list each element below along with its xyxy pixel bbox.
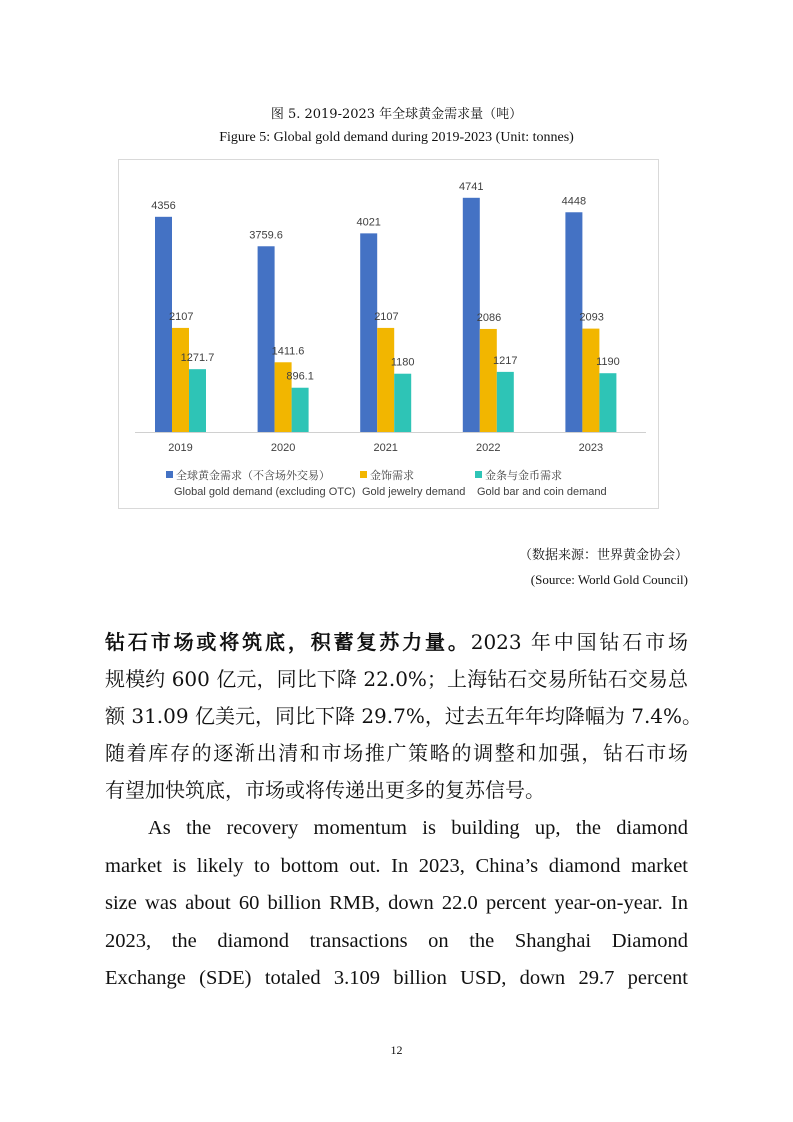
paragraph-en-line-4: 2023, the diamond transactions on the Shanghai Diamond <box>105 929 688 952</box>
paragraph-cn-lead: 钻石市场或将筑底，积蓄复苏力量。 <box>105 630 471 654</box>
data-label-2020-series-1: 3759.6 <box>249 229 283 242</box>
data-label-2020-series-2: 1411.6 <box>271 345 305 358</box>
chart-canvas <box>119 160 660 510</box>
legend-label-en-series-2: Gold jewelry demand <box>362 486 466 498</box>
bar-2021-series-1 <box>360 233 377 432</box>
paragraph-cn-line-4: 随着库存的逐渐出清和市场推广策略的调整和加强，钻石市场 <box>105 741 688 765</box>
legend-label-en-series-3: Gold bar and coin demand <box>477 486 607 498</box>
data-label-2023-series-3: 1190 <box>596 356 620 369</box>
data-label-2019-series-1: 4356 <box>151 199 176 212</box>
legend-swatch-series-3 <box>475 471 482 478</box>
bar-2022-series-2 <box>480 329 497 432</box>
bar-2023-series-2 <box>582 329 599 432</box>
bar-2021-series-3 <box>394 374 411 432</box>
source-note-chinese: （数据来源：世界黄金协会） <box>518 548 688 563</box>
figure-title-chinese: 图 5. 2019-2023 年全球黄金需求量（吨） <box>270 107 523 122</box>
x-tick-label-2022: 2022 <box>476 442 501 454</box>
source-note-english: (Source: World Gold Council) <box>530 572 688 587</box>
paragraph-en-line-5: Exchange (SDE) totaled 3.109 billion USD, down 29.7 percent <box>105 967 688 989</box>
data-label-2021-series-2: 2107 <box>374 310 399 323</box>
data-label-2019-series-2: 2107 <box>169 310 194 323</box>
bar-2019-series-2 <box>172 328 189 432</box>
bar-2020-series-3 <box>292 388 309 432</box>
legend-swatch-series-2 <box>360 471 367 478</box>
paragraph-cn-line-5: 有望加快筑底，市场或将传递出更多的复苏信号。 <box>105 778 545 802</box>
data-label-2019-series-3: 1271.7 <box>180 352 215 365</box>
x-tick-label-2023: 2023 <box>578 442 604 454</box>
paragraph-cn-line-1-rest: 2023 年中国钻石市场 <box>470 630 688 654</box>
bar-2022-series-3 <box>497 372 514 432</box>
bar-2021-series-2 <box>377 328 394 432</box>
paragraph-english <box>105 810 688 998</box>
bar-2020-series-1 <box>258 246 275 432</box>
legend-swatch-series-1 <box>166 471 173 478</box>
data-label-2020-series-3: 896.1 <box>286 370 314 383</box>
legend-label-cn-series-2: 金饰需求 <box>370 470 414 482</box>
data-label-2022-series-2: 2086 <box>476 311 502 324</box>
paragraph-cn-line-3: 额 31.09 亿美元，同比下降 29.7%，过去五年年均降幅为 7.4%。 <box>105 704 703 728</box>
data-label-2023-series-2: 2093 <box>579 311 604 324</box>
bar-2019-series-1 <box>155 217 172 432</box>
data-label-2022-series-3: 1217 <box>493 354 518 367</box>
legend-label-en-series-1: Global gold demand (excluding OTC) <box>174 486 356 498</box>
paragraph-en-line-3: size was about 60 billion RMB, down 22.0 percent year-on-year. In <box>105 892 688 914</box>
paragraph-cn-line-2: 规模约 600 亿元，同比下降 22.0%；上海钻石交易所钻石交易总 <box>105 667 688 691</box>
x-tick-label-2021: 2021 <box>373 442 398 454</box>
page-number: 12 <box>390 1043 403 1057</box>
x-tick-label-2020: 2020 <box>270 442 296 454</box>
legend-label-cn-series-3: 金条与金币需求 <box>485 470 562 482</box>
figure-title-english: Figure 5: Global gold demand during 2019-2023 (Unit: tonnes) <box>219 130 574 145</box>
bar-2023-series-3 <box>599 373 616 432</box>
x-tick-label-2019: 2019 <box>168 442 193 454</box>
paragraph-chinese <box>105 624 703 809</box>
data-label-2021-series-3: 1180 <box>390 356 415 369</box>
bar-2019-series-3 <box>189 369 206 432</box>
paragraph-en-line-1: As the recovery momentum is building up, the diamond <box>148 817 688 839</box>
data-label-2022-series-1: 4741 <box>459 180 484 193</box>
data-label-2023-series-1: 4448 <box>561 195 587 208</box>
paragraph-cn-line-1 <box>105 624 688 661</box>
legend-label-cn-series-1: 全球黄金需求（不含场外交易） <box>176 470 330 482</box>
data-label-2021-series-1: 4021 <box>356 216 381 229</box>
gold-demand-chart <box>118 159 659 509</box>
paragraph-en-line-2: market is likely to bottom out. In 2023, China’s diamond market <box>105 854 688 877</box>
